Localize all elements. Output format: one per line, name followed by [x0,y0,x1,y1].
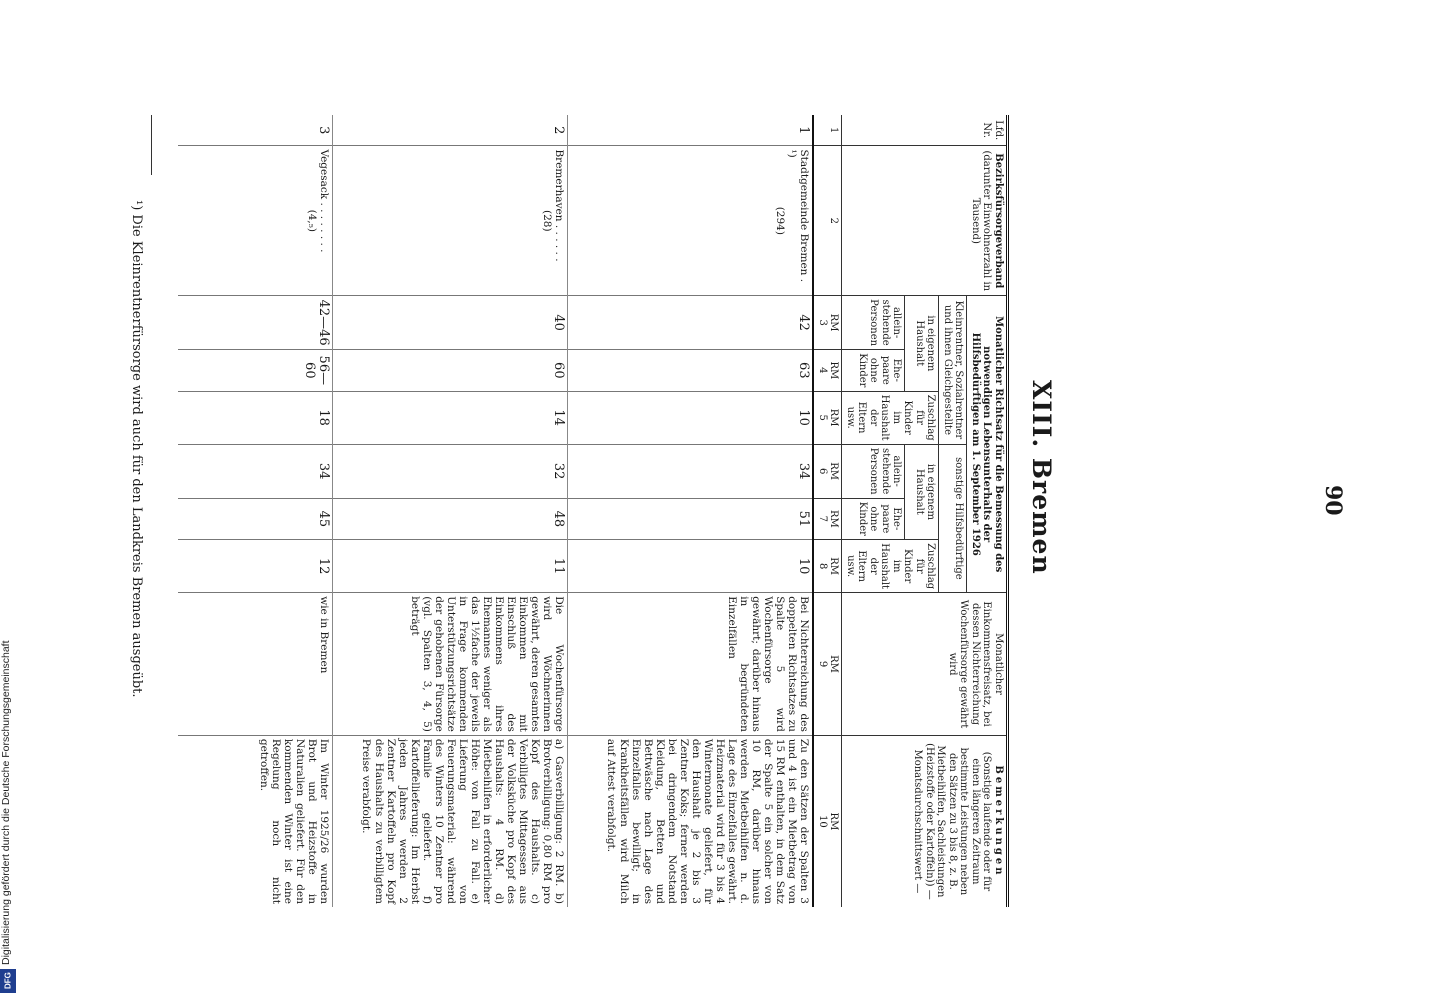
column-index [814,444,843,498]
rate-child-pensioner: 18 [179,391,334,444]
row-number: 2 [333,115,568,146]
column-index [814,735,843,907]
rate-alone-pensioner: 42 [568,296,814,350]
column-index-number: 10 [817,815,828,828]
remarks-cell: Zu den Sätzen der Spalten 3 und 4 ist ein Mietbetrag von 15 RM enthalten, in dem Satz der Spalte 5 ein solcher von 10 RM, darüber hinaus werden Mietbeihilfen n. d. Lage des Einzelfalles gewährt. Heizmaterial wird für 3 bis 4 Wintermonate geliefert, für den Haushalt je 2 bis 3 Zentner Koks; ferner werden bei dringendem Notstand Kleidung, Betten und Bettwäsche nach Lage des Einzelfalles bewilligt; in Krankheitsfällen wird Milch auf Attest verabfolgt. [568,735,814,907]
unit-label: RM [828,509,840,528]
rate-couple-pensioner: 56—60 [179,350,334,391]
rate-couple-pensioner: 60 [333,350,568,391]
income-threshold-cell: Bei Nichterreichung des doppelten Richtsatzes zu Spalte 5 wird Wochenfürsorge gewährt; darüber hinaus in begründeten Einzelfällen [568,593,814,736]
column-index-number: 3 [817,319,828,326]
column-index [814,593,843,736]
column-index-number: 4 [817,367,828,374]
header-alone-a: allein-stehende Personen [842,296,905,350]
rate-couple-pensioner: 63 [568,350,814,391]
rate-alone-pensioner: 42—46 [179,296,334,350]
digitization-stamp [0,605,16,995]
column-index [814,391,843,444]
column-index: 1 [814,115,843,146]
footnote-rule [151,115,152,175]
header-alone-b: allein-stehende Personen [842,444,905,498]
column-index-number: 6 [817,467,828,475]
header-remarks [842,735,1008,907]
column-index-number: 5 [817,414,828,421]
column-index-row [814,115,843,907]
row-number: 1 [568,115,814,146]
income-threshold-cell: Die Wochenfürsorge wird Wöchnerinnen gewährt, deren gesamtes Einkommen mit Einschluß des Einkommens ihres Ehemannes weniger als das 1½fache der jeweils in Frage kommenden Unterstützungsrichtsätze der gehobenen Fürsorge (vgl. Spalten 3, 4, 5) beträgt [333,593,568,736]
district-population: (4,₅) [306,209,319,233]
header-rate-group: Monatlicher Richtsatz für die Bemessung des notwendigen Lebensunterhalts der Hilfsbedürftigen am 1. September 1926 [967,296,1008,593]
header-group-other: sonstige Hilfsbedürftige [939,444,967,593]
header-group-pensioners: Kleinrentner, Sozialrentner und ihnen Gleichgestellte [939,296,967,445]
remarks-cell: Im Winter 1925/26 wurden Brot und Heizstoffe in Naturalien geliefert. Für den kommenden Winter ist eine Regelung noch nicht getroffen. [179,735,334,907]
income-threshold-cell: wie in Bremen [179,593,334,736]
column-index [814,540,843,593]
page-number: 90 [1320,485,1346,516]
header-district-title: Bezirksfürsorgeverband [993,153,1004,289]
table-row [568,115,814,907]
header-couple-b: Ehe-paare ohne Kinder [842,498,905,539]
column-index-number: 9 [817,660,828,668]
header-lfd-nr: Lfd. Nr. [842,115,1008,146]
unit-label: RM [828,313,840,332]
rate-couple-other: 45 [179,498,334,539]
header-household-a: in eigenem Haushalt [905,296,939,391]
column-index-number: 8 [817,562,828,570]
header-child-a: Zuschlag für Kinder im Haushalt der Eltern usw. [842,391,939,444]
rate-alone-other: 34 [179,444,334,498]
remarks-cell: a) Gasverbilligung: 2 RM. b) Brotverbilligung: 0,80 RM pro Kopf des Haushalts. c) Verbilligtes Mittagessen aus der Volksküche pro Kopf des Haushalts: 4 RM. d) Mietbeihilfen in erforderlicher Höhe: von Fall zu Fall. e) Lieferung von Feuerungsmaterial: während des Winters 10 Zentner pro Familie geliefert. f) Kartoffellieferung: Im Herbst jeden Jahres werden 2 Zentner Kartoffeln pro Kopf des Haushalts zu verbilligtem Preise verabfolgt. [333,735,568,907]
unit-label: RM [828,557,840,576]
relief-rates-table [179,115,1010,907]
rate-child-pensioner: 14 [333,391,568,444]
rate-alone-other: 32 [333,444,568,498]
header-income-threshold: Monatlicher Einkommensfreisatz, bei dessen Nichterreichung Wochenfürsorge gewährt wird [842,593,1008,736]
unit-label: RM [828,655,840,673]
table-row [333,115,568,907]
header-child-b: Zuschlag für Kinder im Haushalt der Eltern usw. [842,540,939,593]
unit-label: RM [828,408,840,427]
district-population: (294) [774,206,787,235]
column-index-number: 7 [817,515,828,523]
column-index [814,498,843,539]
header-couple-a: Ehe-paare ohne Kinder [842,350,905,391]
unit-label: RM [828,462,840,481]
district-name: Vegesack . . . . . . . . [318,149,331,253]
column-index [814,296,843,350]
digitization-note: Digitalisierung gefördert durch die Deutsche Forschungsgemeinschaft [0,640,12,965]
unit-label: RM [828,361,840,380]
district-name: Bremerhaven . . . . . . [553,149,566,262]
header-district-sub: (darunter Einwohnerzahl in Tausend) [970,150,993,292]
rate-couple-other: 48 [333,498,568,539]
district-cell [568,146,814,296]
rate-child-other: 12 [179,540,334,593]
district-cell [179,146,334,296]
row-number: 3 [316,126,332,135]
header-row-1 [967,115,1008,907]
footnote: ¹) Die Kleinrentnerfürsorge wird auch für den Landkreis Bremen ausgeübt. [129,200,144,698]
rate-alone-other: 34 [568,444,814,498]
section-title: XIII. Bremen [1027,380,1056,575]
rate-child-pensioner: 10 [568,391,814,444]
header-household-b: in eigenem Haushalt [905,444,939,539]
district-name: Stadtgemeinde Bremen . ¹) [786,149,811,283]
column-index [814,350,843,391]
unit-label: RM [828,812,840,831]
table-row [179,115,334,907]
rate-couple-other: 51 [568,498,814,539]
rate-child-other: 10 [568,540,814,593]
header-remarks-title: Bemerkungen [993,765,1004,878]
header-remarks-sub: (Sonstige laufende oder für einen längeren Zeitraum bestimmte Leistungen neben den Sätzen zu 3 bis 8, z. B. Mietbeihilfen, Sachleistungen (Heizstoffe oder Kartoffeln)) — Monatsdurchschnittswert — [912,743,993,900]
dfg-logo: DFG [0,969,16,993]
district-cell [333,146,568,296]
rate-child-other: 11 [333,540,568,593]
header-district [842,146,1008,296]
column-index: 2 [814,146,843,296]
rate-alone-pensioner: 40 [333,296,568,350]
district-population: (28) [541,210,554,232]
